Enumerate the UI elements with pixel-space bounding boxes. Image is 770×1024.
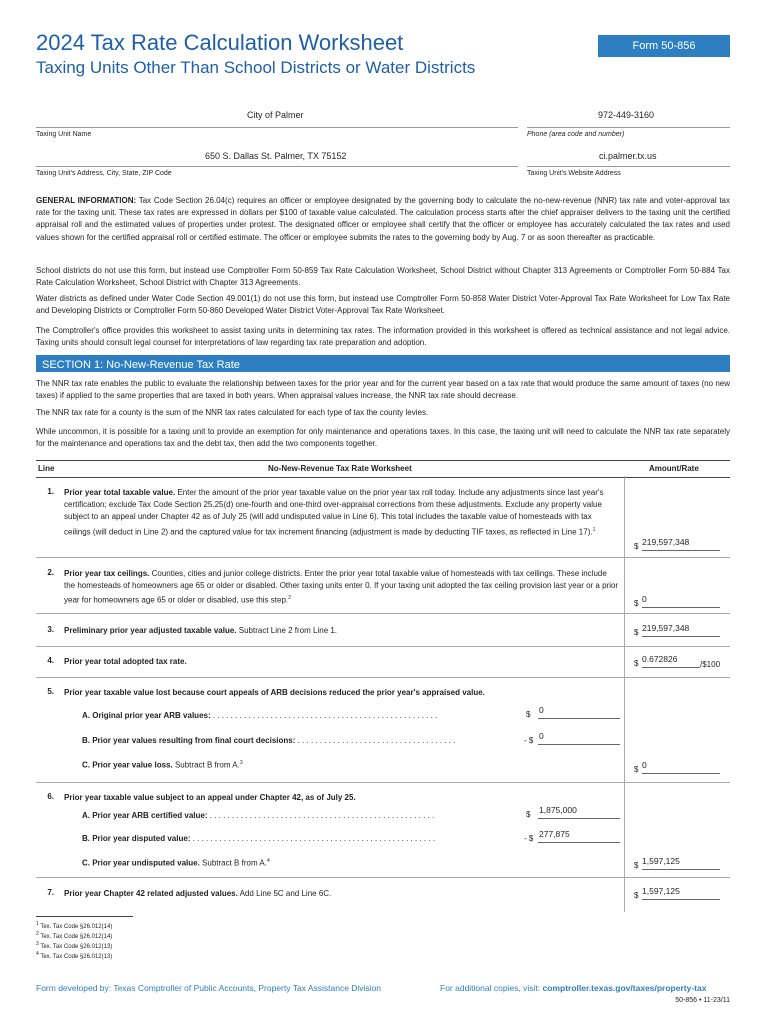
line-5a-sign: $ [526, 710, 531, 719]
line-6a-label: A. Prior year ARB certified value: [82, 811, 208, 820]
footer-copies [440, 983, 706, 993]
line-3-title: Preliminary prior year adjusted taxable value. [64, 626, 237, 635]
general-information [36, 195, 730, 244]
footnote-ref: 4 [266, 858, 270, 864]
footer-copies-text: For additional copies, visit: [440, 983, 543, 993]
line-5b-value: 0 [539, 731, 544, 741]
leader-dots: . . . . . . . . . . . . . . . . . . . . . . . . . . . . . . . . . . . . . . . . . . . . . . . . . . . . . . . [190, 834, 435, 843]
line-6-description [64, 792, 619, 804]
line-number: 2. [47, 568, 54, 577]
line-7-title: Prior year Chapter 42 related adjusted values. [64, 889, 238, 898]
general-information-heading: GENERAL INFORMATION: [36, 196, 137, 205]
leader-dots: . . . . . . . . . . . . . . . . . . . . . . . . . . . . . . . . . . . . . . . . . . . . . . . . . . . [210, 711, 438, 720]
row-divider [36, 557, 730, 558]
unit-name-value[interactable]: City of Palmer [247, 110, 304, 120]
col-worksheet-header: No-New-Revenue Tax Rate Worksheet [268, 464, 412, 473]
phone-line [527, 127, 730, 128]
line-2-text: Counties, cities and junior college districts. Enter the prior year total taxable value of homesteads with tax ceilings. These include the homesteads of homeowners age 65 or older or disabled. Other taxing units enter 0. If your taxing unit adopted the tax ceiling provision last year or a prior year for homeowners age 65 or older or disabled, use this step. [64, 569, 619, 606]
footnote-text: Tex. Tax Code §26.012(13) [40, 954, 113, 960]
line-6c-label: C. Prior year undisputed value. [82, 858, 200, 868]
water-districts-note: Water districts as defined under Water Code Section 49.001(1) do not use this form, but instead use Comptroller Form 50-858 Water District Voter-Approval Tax Rate Worksheet for Low Tax Rate and Developing Districts or Comptroller Form 50-860 Developed Water District Voter-Approval Tax Rate Worksheet. [36, 294, 730, 316]
line-6b-label: B. Prior year disputed value: [82, 834, 191, 843]
section-1-paragraph-1: The NNR tax rate enables the public to evaluate the relationship between taxes for the prior year and for the current year based on a tax rate that would produce the same amount of taxes (no new taxes) if applied to the same properties that are taxed in both years. When appraisal values increase, the NNR tax rate should decrease. [36, 379, 730, 401]
line-5a-value: 0 [539, 705, 544, 715]
line-4-description [64, 656, 619, 668]
row-divider [36, 646, 730, 647]
line-6b [82, 834, 435, 843]
website-label: Taxing Unit's Website Address [527, 170, 621, 177]
form-number-badge: Form 50-856 [598, 35, 730, 57]
line-5b-label: B. Prior year values resulting from final court decisions: [82, 736, 296, 745]
phone-label: Phone (area code and number) [527, 131, 625, 138]
address-label: Taxing Unit's Address, City, State, ZIP Code [36, 170, 172, 177]
line-2-title: Prior year tax ceilings. [64, 569, 150, 578]
line-7-value: 1,597,125 [642, 886, 680, 896]
line-6a [82, 811, 434, 820]
worksheet-table-header [36, 460, 730, 478]
row-divider [36, 877, 730, 878]
line-6b-sign: - $ [524, 834, 534, 843]
line-5b-sign: - $ [524, 736, 534, 745]
line-1-text: Enter the amount of the prior year taxable value on the prior year tax roll today. Include any adjustments since last year's certification; exclude Tax Code Section 25.25(d) one-fourth and one-third over-appraisal corrections from these adjustments. Exclude any property value subject to an appeal under Chapter 42 as of July 25 (will add undisputed value in Line 6). This total includes the taxable value of homesteads with tax ceilings (will deduct in Line 2) and the captured value for tax increment financing (adjustment is made by deducting TIF taxes, as reflected in Line 17). [64, 488, 604, 537]
address-value[interactable]: 650 S. Dallas St. Palmer, TX 75152 [205, 151, 347, 161]
line-5c-text: Subtract B from A. [172, 760, 240, 770]
general-information-text: Tax Code Section 26.04(c) requires an officer or employee designated by the governing body to calculate the no-new-revenue (NNR) tax rate and voter-approval tax rate for the taxing unit. These tax rates are expressed in dollars per $100 of taxable value calculated. The calculation process starts after the chief appraiser delivers to the taxing unit the certified appraisal roll and the estimated values of properties under protest. The designated officer or employee shall certify that the officer or employee has accurately calculated the tax rates and used values shown for the certified appraisal roll or certified estimate. The officer or employee submits the rates to the governing body by Aug. 7 or as soon thereafter as practicable. [36, 196, 731, 242]
line-number: 1. [47, 487, 54, 496]
line-5-value: 0 [642, 760, 647, 770]
footnote-ref: 2 [288, 595, 291, 602]
line-6a-value: 1,875,000 [539, 805, 577, 815]
section-1-header [36, 355, 730, 372]
school-districts-note: School districts do not use this form, but instead use Comptroller Form 50-859 Tax Rate Calculation Worksheet, School District without Chapter 313 Agreements or Comptroller Form 50-884 Tax Rate Calculation Worksheet, School District with Chapter 313 Agreements. [36, 266, 730, 288]
page-subtitle: Taxing Units Other Than School Districts or Water Districts [36, 58, 476, 77]
row-divider [36, 677, 730, 678]
section-1-paragraph-2: The NNR tax rate for a county is the sum of the NNR tax rates calculated for each type of tax the county levies. [36, 408, 429, 417]
unit-name-label: Taxing Unit Name [36, 131, 92, 138]
unit-name-line [36, 127, 518, 128]
footnote-4: $^4$ Tex. Tax Code §26.012(13) [36, 951, 113, 960]
footnote-ref: 3 [239, 760, 243, 766]
line-4-title: Prior year total adopted tax rate. [64, 657, 187, 666]
line-number: 4. [47, 656, 54, 665]
section-1-title: SECTION 1: No-New-Revenue Tax Rate [42, 359, 240, 371]
form-revision-code: 50-856 • 11-23/11 [675, 997, 730, 1004]
col-amount-header: Amount/Rate [649, 464, 699, 473]
line-5c [82, 760, 243, 770]
line-1-title: Prior year total taxable value. [64, 488, 176, 497]
phone-value[interactable]: 972-449-3160 [598, 110, 655, 120]
footer-developer: Form developed by: Texas Comptroller of Public Accounts, Property Tax Assistance Division [36, 983, 382, 993]
line-5-description [64, 687, 619, 699]
comptroller-note: The Comptroller's office provides this worksheet to assist taxing units in determining tax rates. The information provided in this worksheet is offered as technical assistance and not legal advice. Taxing units should consult legal counsel for interpretations of law regarding tax rate preparation and adoption. [36, 326, 730, 348]
line-5a-label: A. Original prior year ARB values: [82, 711, 211, 720]
line-number: 7. [47, 888, 54, 897]
footnote-text: Tex. Tax Code §26.012(14) [40, 934, 113, 940]
page-title: 2024 Tax Rate Calculation Worksheet [36, 30, 404, 55]
line-number: 5. [47, 687, 54, 696]
website-line [527, 166, 730, 167]
line-5-title: Prior year taxable value lost because court appeals of ARB decisions reduced the prior year's appraised value. [64, 688, 485, 697]
line-3-value: 219,597,348 [642, 623, 690, 633]
row-divider [36, 613, 730, 614]
line-6a-sign: $ [526, 810, 531, 819]
footnote-1: $^1$ Tex. Tax Code §26.012(14) [36, 921, 113, 930]
line-5a [82, 711, 437, 720]
col-line-header: Line [38, 464, 55, 473]
line-6-value: 1,597,125 [642, 856, 680, 866]
line-number: 3. [47, 625, 54, 634]
footnote-3: $^3$ Tex. Tax Code §26.012(13) [36, 941, 113, 950]
leader-dots: . . . . . . . . . . . . . . . . . . . . . . . . . . . . . . . . . . . . . . . . . . . . . . . . . . . [207, 811, 435, 820]
line-3-text: Subtract Line 2 from Line 1. [236, 626, 338, 635]
line-4-value: 0.672826 [642, 654, 678, 664]
section-1-paragraph-3: While uncommon, it is possible for a taxing unit to provide an exemption for only maintenance and operations taxes. In this case, the taxing unit will need to calculate the NNR tax rate separately for the maintenance and operations tax and the debt tax, then add the two components together. [36, 427, 730, 449]
line-2-value: 0 [642, 594, 647, 604]
website-value[interactable]: ci.palmer.tx.us [599, 151, 657, 161]
leader-dots: . . . . . . . . . . . . . . . . . . . . . . . . . . . . . . . . . . . . [295, 736, 456, 745]
line-number: 6. [47, 792, 54, 801]
line-7-text: Add Line 5C and Line 6C. [237, 889, 332, 898]
line-6-title: Prior year taxable value subject to an appeal under Chapter 42, as of July 25. [64, 793, 356, 802]
address-line [36, 166, 518, 167]
footnote-text: Tex. Tax Code §26.012(14) [40, 924, 113, 930]
line-3-description [64, 625, 619, 637]
line-1-description [64, 487, 619, 538]
line-6b-value: 277,875 [539, 829, 570, 839]
footnote-2: $^2$ Tex. Tax Code §26.012(14) [36, 931, 113, 940]
footnote-text: Tex. Tax Code §26.012(13) [40, 944, 113, 950]
footnote-divider [36, 916, 133, 917]
line-2-description [64, 568, 619, 607]
line-1-value: 219,597,348 [642, 537, 690, 547]
footnote-ref: 1 [592, 526, 596, 533]
line-6c [82, 858, 270, 868]
line-5b [82, 736, 455, 745]
line-7-description [64, 888, 619, 900]
amount-column-divider [624, 476, 625, 912]
per-100-suffix: /$100 [700, 660, 721, 669]
row-divider [36, 782, 730, 783]
footer-link[interactable]: comptroller.texas.gov/taxes/property-tax [542, 983, 707, 993]
line-5c-label: C. Prior year value loss. [82, 760, 173, 770]
line-6c-text: Subtract B from A. [199, 858, 267, 868]
